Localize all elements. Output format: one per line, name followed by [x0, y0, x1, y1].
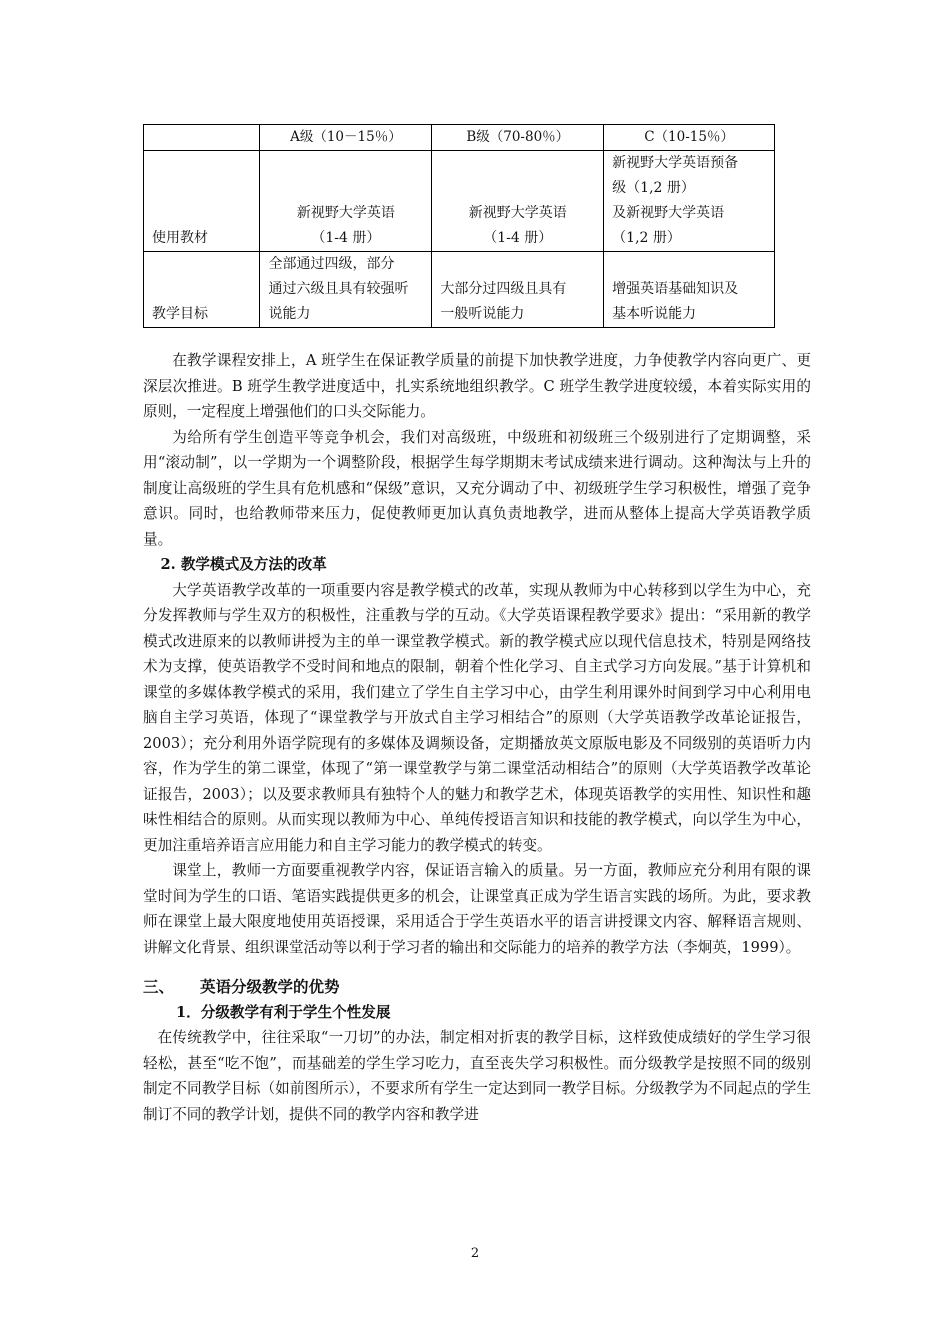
goal-cell-a — [260, 252, 432, 328]
grading-table — [143, 124, 775, 328]
table-row-goal — [144, 252, 775, 328]
cell-line: 全部通过四级，部分 — [268, 256, 395, 272]
subsection-heading-individual: 1．分级教学有利于学生个性发展 — [176, 1003, 391, 1021]
paragraph-teaching-mode: 大学英语教学改革的一项重要内容是教学模式的改革，实现从教师为中心转移到以学生为中心，充分发挥教师与学生双方的积极性，注重教与学的互动。《大学英语课程教学要求》提出：“采用新的教学模式改进原来的以教师讲授为主的单一课堂教学模式。新的教学模式应以现代信息技术，特别是网络技术为支撑，使英语教学不受时间和地点的限制，朝着个性化学习、自主式学习方向发展。”基于计算机和课堂的多媒体教学模式的采用，我们建立了学生自主学习中心，由学生利用课外时间到学习中心利用电脑自主学习英语，体现了“课堂教学与开放式自主学习相结合”的原则（大学英语教学改革论证报告，2003）；充分利用外语学院现有的多媒体及调频设备，定期播放英文原版电影及不同级别的英语听力内容，作为学生的第二课堂，体现了“第一课堂教学与第二课堂活动相结合”的原则（大学英语教学改革论证报告，2003）；以及要求教师具有独特个人的魅力和教学艺术，体现英语教学的实用性、知识性和趣味性相结合的原则。从而实现以教师为中心、单纯传授语言知识和技能的教学模式，向以学生为中心，更加注重培养语言应用能力和自主学习能力的教学模式的转变。 — [143, 581, 811, 854]
cell-line: 新视野大学英语 — [468, 205, 567, 221]
paragraph-course-arrangement: 在教学课程安排上，A 班学生在保证教学质量的前提下加快教学进度，力争使教学内容向更广、更深层次推进。B 班学生教学进度适中，扎实系统地组织教学。C 班学生教学进度较缓，本着实际实用的原则，一定程度上增强他们的口头交际能力。 — [143, 352, 811, 420]
row-label-goal: 教学目标 — [144, 252, 260, 328]
table-row-textbook — [144, 151, 775, 252]
section-heading-teaching-mode: 2. 教学模式及方法的改革 — [160, 556, 327, 573]
row-label-textbook: 使用教材 — [144, 151, 260, 252]
cell-line: 大部分过四级且具有 — [440, 281, 567, 297]
goal-cell-b — [432, 252, 604, 328]
header-cell-c: C（10-15％） — [604, 125, 775, 151]
chapter-heading — [143, 974, 811, 1000]
cell-line: （1-4 册） — [483, 230, 553, 246]
cell-line: 增强英语基础知识及 — [612, 281, 739, 297]
paragraph-classroom: 课堂上，教师一方面要重视教学内容，保证语言输入的质量。另一方面，教师应充分利用有限的课堂时间为学生的口语、笔语实践提供更多的机会，让课堂真正成为学生语言实践的场所。为此，要求教师在课堂上最大限度地使用英语授课，采用适合于学生英语水平的语言讲授课文内容、解释语言规则、讲解文化背景、组织课堂活动等以利于学习者的输出和交际能力的培养的教学方法（李炯英，1999）。 — [143, 862, 811, 956]
cell-line: 级（1,2 册） — [612, 180, 695, 196]
cell-line: （1-4 册） — [311, 230, 381, 246]
cell-line: 说能力 — [268, 306, 311, 322]
header-cell-a: A级（10－15％） — [260, 125, 432, 151]
cell-line: 基本听说能力 — [612, 306, 697, 322]
chapter-title: 英语分级教学的优势 — [200, 977, 340, 996]
textbook-cell-a — [260, 151, 432, 252]
cell-line: 通过六级且具有较强听 — [268, 281, 409, 297]
cell-line: 及新视野大学英语 — [612, 205, 725, 221]
header-cell-b: B级（70-80％） — [432, 125, 604, 151]
cell-line: 新视野大学英语 — [296, 205, 395, 221]
paragraph-traditional-teaching: 在传统教学中，往往采取“一刀切”的办法，制定相对折衷的教学目标，这样致使成绩好的学生学习很轻松，甚至“吃不饱”，而基础差的学生学习吃力，直至丧失学习积极性。而分级教学是按照不同的级别制定不同教学目标（如前图所示），不要求所有学生一定达到同一教学目标。分级教学为不同起点的学生制订不同的教学计划，提供不同的教学内容和教学进 — [143, 1029, 811, 1123]
document-body — [143, 348, 811, 1127]
textbook-cell-c — [604, 151, 775, 252]
cell-line: 新视野大学英语预备 — [612, 155, 739, 171]
header-cell-empty — [144, 125, 260, 151]
table-header-row — [144, 125, 775, 151]
paragraph-rolling-system: 为给所有学生创造平等竞争机会，我们对高级班，中级班和初级班三个级别进行了定期调整，采用“滚动制”，以一学期为一个调整阶段，根据学生每学期期末考试成绩来进行调动。这种淘汰与上升的制度让高级班的学生具有危机感和“保级”意识，又充分调动了中、初级班学生学习积极性，增强了竞争意识。同时，也给教师带来压力，促使教师更加认真负责地教学，进而从整体上提高大学英语教学质量。 — [143, 428, 811, 548]
cell-line: 一般听说能力 — [440, 306, 525, 322]
cell-line: （1,2 册） — [612, 230, 681, 246]
goal-cell-c — [604, 252, 775, 328]
chapter-number: 三、 — [143, 977, 175, 996]
textbook-cell-b — [432, 151, 604, 252]
page-number: 2 — [470, 1246, 480, 1261]
